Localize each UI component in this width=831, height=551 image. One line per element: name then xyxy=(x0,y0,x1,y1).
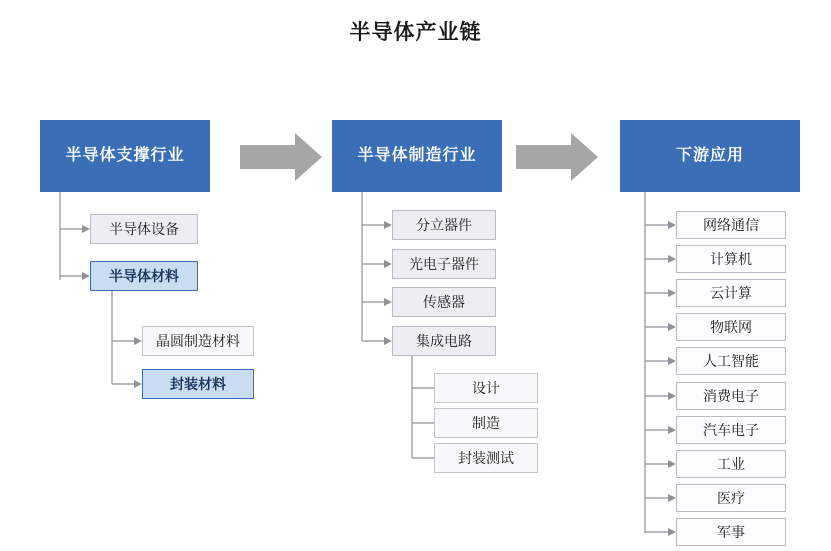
node-semiconductor-materials-label: 半导体材料 xyxy=(109,267,179,284)
node-sensors[interactable] xyxy=(392,287,496,317)
node-integrated-circuits-label: 集成电路 xyxy=(416,332,472,349)
column-header-manufacturing[interactable] xyxy=(332,120,502,192)
node-computer-label: 计算机 xyxy=(710,250,752,267)
column-header-applications[interactable] xyxy=(620,120,800,192)
node-consumer-electronics[interactable] xyxy=(676,382,786,410)
node-wafer-fab-materials[interactable] xyxy=(142,326,254,356)
node-industrial[interactable] xyxy=(676,450,786,478)
node-industrial-label: 工业 xyxy=(717,455,745,472)
node-wafer-fab-materials-label: 晶圆制造材料 xyxy=(156,332,240,349)
node-iot[interactable] xyxy=(676,313,786,341)
arrow-manufacture-to-application xyxy=(516,133,598,181)
node-medical[interactable] xyxy=(676,484,786,512)
node-artificial-intelligence[interactable] xyxy=(676,347,786,375)
column-header-support[interactable] xyxy=(40,120,210,192)
node-network-communication[interactable] xyxy=(676,211,786,239)
page-title: 半导体产业链 xyxy=(349,21,482,44)
node-semiconductor-materials[interactable] xyxy=(90,261,198,291)
node-sensors-label: 传感器 xyxy=(423,293,465,310)
node-semiconductor-equipment-label: 半导体设备 xyxy=(109,220,179,237)
node-cloud-computing-label: 云计算 xyxy=(710,284,752,301)
node-ic-fabrication-label: 制造 xyxy=(472,414,500,431)
node-optoelectronic-devices-label: 光电子器件 xyxy=(409,255,479,272)
node-automotive-electronics[interactable] xyxy=(676,416,786,444)
node-consumer-electronics-label: 消费电子 xyxy=(703,387,759,404)
node-computer[interactable] xyxy=(676,245,786,273)
arrow-support-to-manufacture xyxy=(240,133,322,181)
node-ic-design-label: 设计 xyxy=(472,379,500,396)
node-network-communication-label: 网络通信 xyxy=(703,216,759,233)
column-header-support-label: 半导体支撑行业 xyxy=(65,146,185,164)
node-semiconductor-equipment[interactable] xyxy=(90,214,198,244)
node-iot-label: 物联网 xyxy=(710,318,752,335)
node-automotive-electronics-label: 汽车电子 xyxy=(703,421,759,438)
node-discrete-devices-label: 分立器件 xyxy=(416,216,472,233)
node-ic-fabrication[interactable] xyxy=(434,408,538,438)
node-packaging-materials[interactable] xyxy=(142,369,254,399)
node-ic-design[interactable] xyxy=(434,373,538,403)
node-medical-label: 医疗 xyxy=(717,489,745,506)
node-packaging-materials-label: 封装材料 xyxy=(170,375,226,392)
node-integrated-circuits[interactable] xyxy=(392,326,496,356)
node-cloud-computing[interactable] xyxy=(676,279,786,307)
node-ic-packaging-testing-label: 封装测试 xyxy=(458,449,514,466)
node-optoelectronic-devices[interactable] xyxy=(392,249,496,279)
node-ic-packaging-testing[interactable] xyxy=(434,443,538,473)
node-artificial-intelligence-label: 人工智能 xyxy=(703,352,759,369)
node-military-label: 军事 xyxy=(717,523,745,540)
column-header-applications-label: 下游应用 xyxy=(675,146,744,164)
node-discrete-devices[interactable] xyxy=(392,210,496,240)
column-header-manufacturing-label: 半导体制造行业 xyxy=(357,146,477,164)
node-military[interactable] xyxy=(676,518,786,546)
